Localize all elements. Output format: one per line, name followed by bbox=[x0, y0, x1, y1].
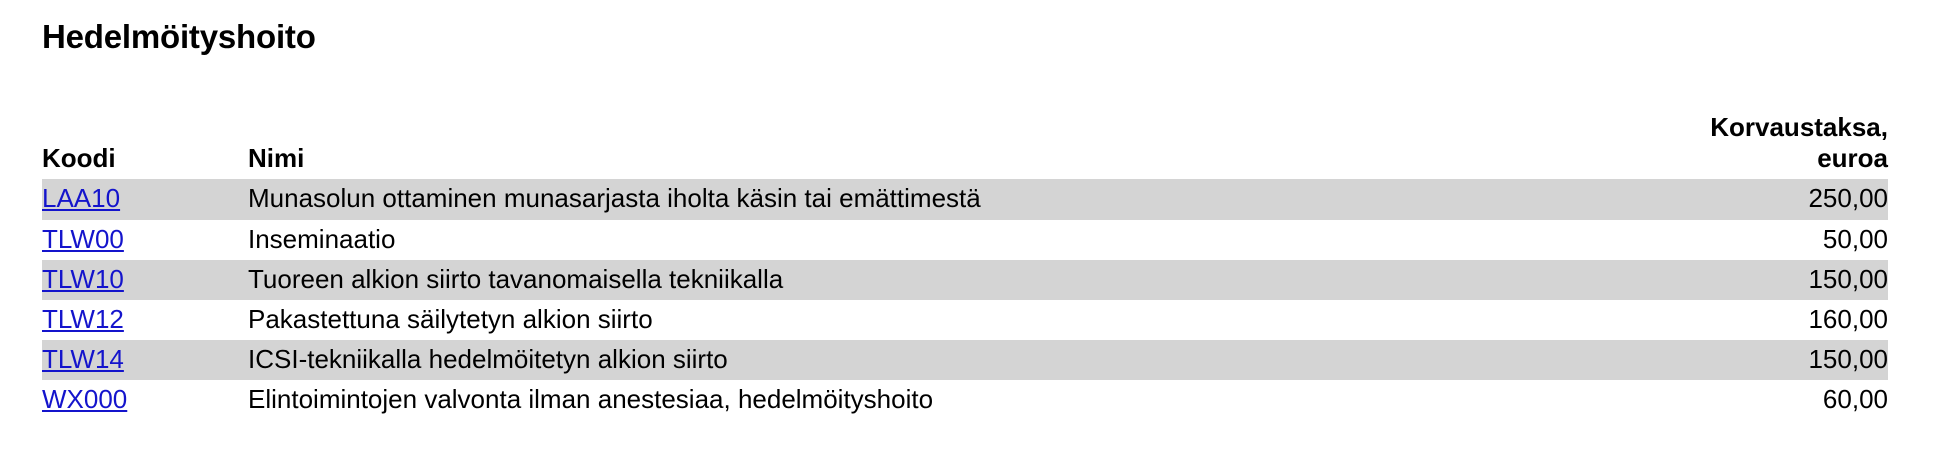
cell-name: ICSI-tekniikalla hedelmöitetyn alkion siirto bbox=[248, 340, 1338, 380]
cell-name: Tuoreen alkion siirto tavanomaisella tekniikalla bbox=[248, 260, 1338, 300]
cell-rate: 150,00 bbox=[1548, 260, 1888, 300]
cell-code bbox=[42, 220, 248, 260]
table-row bbox=[42, 220, 1888, 260]
table-header-row bbox=[42, 112, 1888, 179]
column-header-name: Nimi bbox=[248, 142, 305, 173]
column-header-rate-line2: euroa bbox=[1817, 142, 1888, 173]
cell-spacer bbox=[1338, 179, 1548, 219]
column-header-rate bbox=[1548, 112, 1888, 179]
table-body bbox=[42, 179, 1888, 420]
cell-name: Munasolun ottaminen munasarjasta iholta käsin tai emättimestä bbox=[248, 179, 1338, 219]
table-row bbox=[42, 380, 1888, 420]
cell-code bbox=[42, 179, 248, 219]
table-row bbox=[42, 300, 1888, 340]
cell-code bbox=[42, 300, 248, 340]
cell-spacer bbox=[1338, 260, 1548, 300]
cell-code bbox=[42, 340, 248, 380]
code-link[interactable]: WX000 bbox=[42, 384, 128, 415]
cell-name: Inseminaatio bbox=[248, 220, 1338, 260]
code-link[interactable]: TLW12 bbox=[42, 303, 124, 334]
cell-rate: 50,00 bbox=[1548, 220, 1888, 260]
cell-spacer bbox=[1338, 380, 1548, 420]
cell-rate: 250,00 bbox=[1548, 179, 1888, 219]
code-link[interactable]: LAA10 bbox=[42, 183, 121, 214]
table-row bbox=[42, 179, 1888, 219]
cell-code bbox=[42, 260, 248, 300]
code-link[interactable]: TLW10 bbox=[42, 263, 124, 294]
column-header-spacer bbox=[1338, 112, 1548, 179]
table-header bbox=[42, 112, 1888, 179]
cell-spacer bbox=[1338, 220, 1548, 260]
code-link[interactable]: TLW14 bbox=[42, 344, 124, 375]
cell-rate: 160,00 bbox=[1548, 300, 1888, 340]
table-row bbox=[42, 260, 1888, 300]
cell-code bbox=[42, 380, 248, 420]
cell-spacer bbox=[1338, 340, 1548, 380]
code-link[interactable]: TLW00 bbox=[42, 223, 124, 254]
cell-spacer bbox=[1338, 300, 1548, 340]
price-table-container bbox=[42, 112, 1888, 420]
cell-name: Pakastettuna säilytetyn alkion siirto bbox=[248, 300, 1338, 340]
column-header-rate-line1: Korvaustaksa, bbox=[1710, 112, 1888, 142]
column-header-code: Koodi bbox=[42, 142, 116, 173]
table-row bbox=[42, 340, 1888, 380]
page-title: Hedelmöityshoito bbox=[42, 18, 316, 55]
cell-name: Elintoimintojen valvonta ilman anestesiaa, hedelmöityshoito bbox=[248, 380, 1338, 420]
cell-rate: 60,00 bbox=[1548, 380, 1888, 420]
cell-rate: 150,00 bbox=[1548, 340, 1888, 380]
price-table bbox=[42, 112, 1888, 420]
